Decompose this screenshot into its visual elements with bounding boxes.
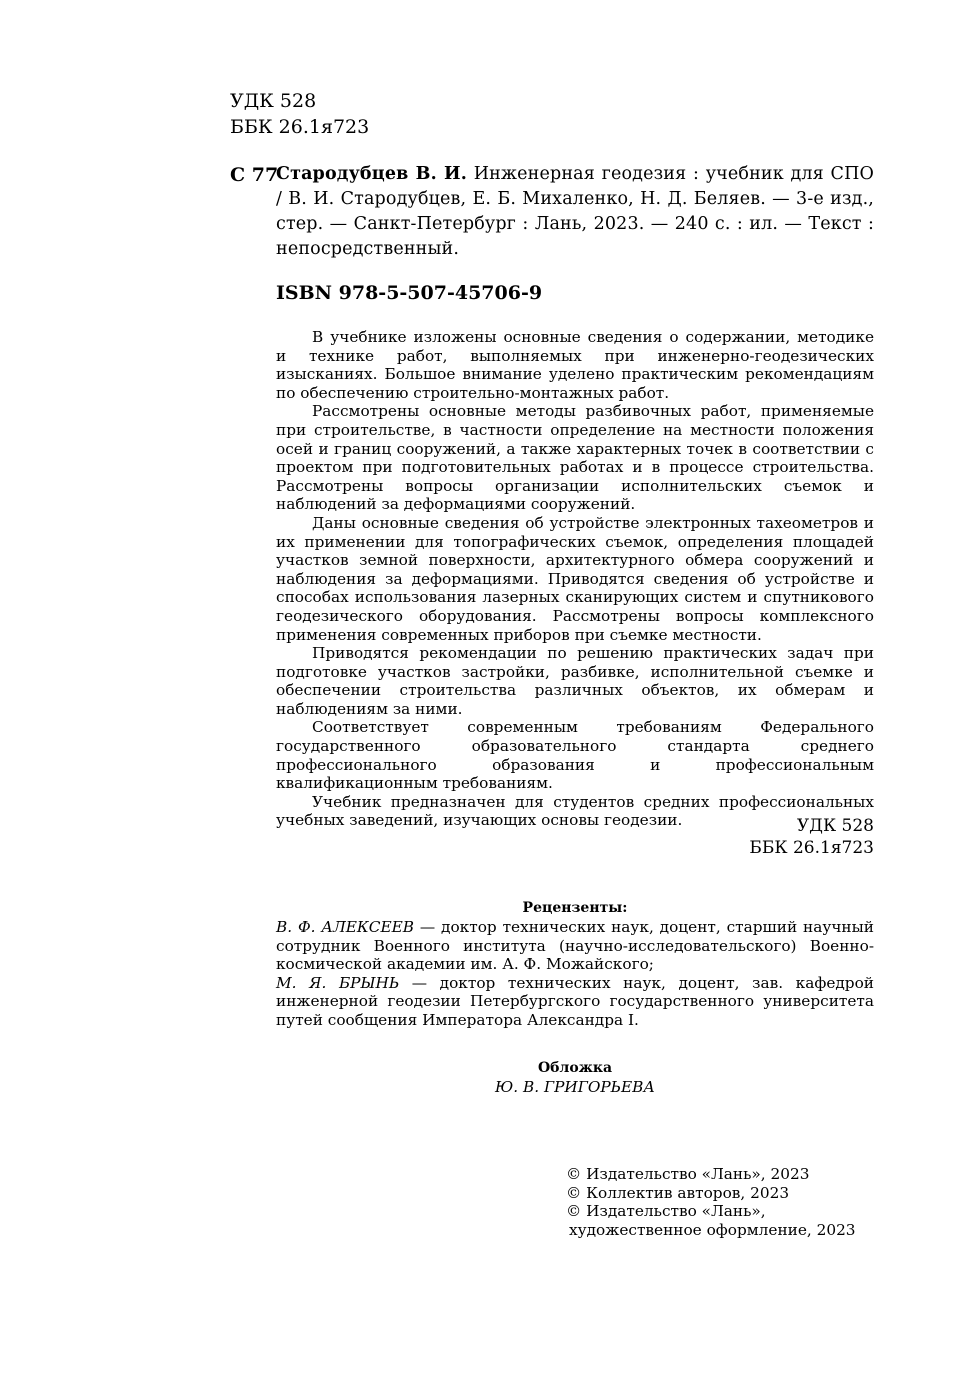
copyright-line: © Коллектив авторов, 2023 [566,1183,790,1202]
annotation-paragraph: Соответствует современным требованиям Федерального государственного образовательного стандарта среднего профессионального образования и профессиональным квалификационным требованиям. [276,718,874,793]
copyright-line: © Издательство «Лань», [566,1202,766,1221]
header-bbk: ББК 26.1я723 [230,116,370,138]
reviewer-credentials: — доктор технических наук, доцент, старший научный сотрудник Военного института (научно-исследовательского) Военно-космической академии им. А. Ф. Можайского; [276,918,874,974]
annotation [276,328,874,830]
record-description: Инженерная геодезия : учебник для СПО / В. И. Стародубцев, Е. Б. Михаленко, Н. Д. Беляев. — 3-е изд., стер. — Санкт-Петербург : Лань, 2023. — 240 с. : ил. — Текст : непосредственный. [276,164,875,259]
reviewer-entry [276,918,874,974]
cover-author: Ю. В. ГРИГОРЬЕВА [495,1078,655,1096]
copyright-line: художественное оформление, 2023 [569,1220,856,1239]
reviewer-name: В. Ф. АЛЕКСЕЕВ [276,918,415,936]
reviewer-credentials: — доктор технических наук, доцент, зав. кафедрой инженерной геодезии Петербургского государственного университета путей сообщения Императора Александра I. [276,973,874,1029]
reviewers-list [276,918,874,1030]
annotation-paragraph: Рассмотрены основные методы разбивочных работ, применяемые при строительстве, в частности определение на местности положения осей и границ сооружений, а также характерных точек в соответствии с проектом при подготовительных работах и в процессе строительства. Рассмотрены вопросы организации исполнительских съемок и наблюдений за деформациями сооружений. [276,402,874,514]
copyright-block [566,1165,856,1239]
cover-title: Обложка [537,1060,613,1076]
footer-classification-codes [749,815,874,859]
copyright-line: © Издательство «Лань», 2023 [566,1165,810,1183]
footer-udk: УДК 528 [796,816,874,836]
reviewers-title: Рецензенты: [522,900,628,916]
header-classification-codes [230,88,369,140]
isbn: ISBN 978-5-507-45706-9 [276,282,543,304]
footer-bbk: ББК 26.1я723 [749,838,874,858]
annotation-paragraph: Приводятся рекомендации по решению практических задач при подготовке участков застройки, разбивке, исполнительной съемке и обеспечении строительства различных объектов, их обмерам и наблюдениям за ними. [276,644,874,718]
header-udk: УДК 528 [230,90,317,112]
author-sign: С 77 [230,164,279,186]
bibliographic-record [276,162,874,262]
reviewer-name: М. Я. БРЫНЬ [276,973,400,992]
record-author: Стародубцев В. И. [276,164,467,184]
reviewer-entry [276,974,874,1030]
annotation-paragraph: Даны основные сведения об устройстве электронных тахеометров и их применении для топографических съемок, определения площадей участков земной поверхности, архитектурного обмера сооружений и наблюдения за деформациями. Приводятся сведения об устройстве и способах использования лазерных сканирующих систем и спутникового геодезического оборудования. Рассмотрены вопросы комплексного применения современных приборов при съемке местности. [276,513,874,644]
annotation-paragraph: В учебнике изложены основные сведения о содержании, методике и технике работ, выполняемых при инженерно-геодезических изысканиях. Большое внимание уделено практическим рекомендациям по обеспечению строительно-монтажных работ. [276,328,874,402]
annotation-paragraph: Учебник предназначен для студентов средних профессиональных учебных заведений, изучающих основы геодезии. [276,792,874,830]
